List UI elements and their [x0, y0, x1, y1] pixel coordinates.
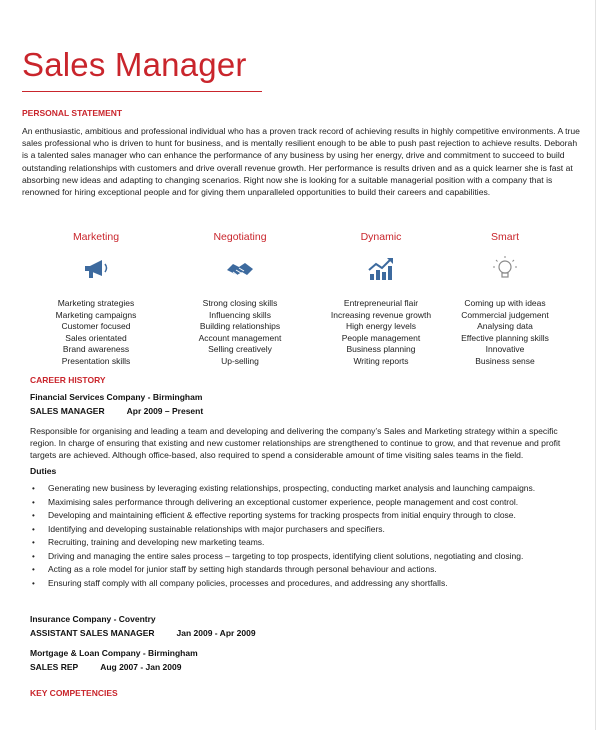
duty-item — [30, 577, 570, 591]
duty-text: Recruiting, training and developing new marketing teams. — [48, 537, 265, 547]
duty-item — [30, 563, 570, 577]
skill-item: Marketing campaigns — [55, 309, 137, 320]
skill-item: Analysing data — [477, 321, 533, 332]
job-company: Mortgage & Loan Company - Birmingham — [30, 648, 198, 658]
title-divider — [22, 91, 262, 92]
duty-item — [30, 509, 570, 523]
lightbulb-icon — [490, 254, 520, 284]
skill-item: Building relationships — [199, 321, 281, 332]
bullet-icon: • — [32, 578, 35, 588]
bullet-icon: • — [32, 511, 35, 520]
skill-item: Influencing skills — [209, 309, 271, 320]
job-role: SALES REP — [30, 662, 79, 672]
skill-item: Customer focused — [61, 321, 131, 332]
duty-text: Ensuring staff comply with all company policies, processes and procedures, and addressing any shortfalls. — [48, 577, 448, 588]
bullet-icon: • — [32, 538, 35, 547]
duty-text: Identifying and developing sustainable relationships with major purchasers and specifiers. — [48, 523, 385, 534]
skill-item: High energy levels — [346, 321, 416, 332]
megaphone-icon — [81, 254, 111, 284]
duty-item — [30, 536, 570, 550]
job-company: Financial Services Company - Birmingham — [30, 392, 203, 402]
page-edge — [595, 0, 596, 730]
skill-item: People management — [341, 332, 421, 343]
skill-column-smart — [435, 230, 575, 368]
bullet-icon: • — [32, 524, 35, 534]
duties-heading: Duties — [30, 466, 57, 476]
skill-list — [26, 298, 166, 368]
skill-title: Negotiating — [213, 231, 267, 243]
skill-item: Writing reports — [353, 355, 409, 366]
job-dates: Apr 2009 – Present — [126, 406, 204, 416]
job-role-line — [30, 662, 181, 672]
skill-item: Marketing strategies — [57, 298, 135, 308]
skill-column-marketing — [26, 230, 166, 368]
duty-item — [30, 496, 570, 510]
skill-item: Sales orientated — [65, 332, 127, 343]
skill-title: Marketing — [72, 231, 120, 243]
bullet-icon: • — [32, 497, 35, 507]
personal-statement-heading: PERSONAL STATEMENT — [22, 108, 123, 118]
skill-item: Presentation skills — [61, 355, 131, 366]
key-competencies-heading: KEY COMPETENCIES — [30, 688, 118, 698]
bullet-icon: • — [32, 484, 35, 493]
skill-list — [435, 298, 575, 368]
job-role: SALES MANAGER — [30, 406, 105, 416]
skill-item: Increasing revenue growth — [330, 309, 432, 320]
bullet-icon: • — [32, 565, 35, 574]
skill-item: Business planning — [346, 344, 416, 355]
career-history-heading: CAREER HISTORY — [30, 375, 106, 385]
job-company: Insurance Company - Coventry — [30, 614, 156, 624]
duty-text: Acting as a role model for junior staff by setting high standards through personal behaviour and actions. — [48, 564, 437, 574]
skill-title: Dynamic — [360, 231, 402, 243]
skill-item: Brand awareness — [62, 344, 130, 355]
personal-statement-text: An enthusiastic, ambitious and professional individual who has a proven track record of achieving results in highly competitive environments. A true sales professional who is driven to hunt for business, and is mentally resilient enough to be able to push past rejection to achieve results. Deborah is a talented sales manager who can enhance the performance of any business by using her energy, drive and commitment to succeed to build outstanding relationships with customers and drive overall revenue growth. Her performance is results driven and as a quick learner she is fast at absorbing new ideas and adapting to changing scenarios. Right now she is looking for a suitable managerial position with a company that is renowned for hiring exceptional people and for giving them unparalleled opportunities to build their careers and capabilities. — [22, 126, 580, 198]
skill-item: Up-selling — [221, 355, 259, 366]
skill-item: Innovative — [485, 344, 525, 355]
skill-item: Selling creatively — [208, 344, 272, 355]
job-dates: Aug 2007 - Jan 2009 — [100, 662, 182, 672]
skill-item: Account management — [198, 332, 282, 343]
skills-section — [22, 230, 578, 370]
duties-list — [30, 482, 570, 590]
growth-chart-icon — [366, 254, 396, 284]
skill-column-negotiating — [170, 230, 310, 368]
skill-item: Strong closing skills — [202, 298, 278, 308]
page-title: Sales Manager — [22, 46, 247, 83]
job-role-line — [30, 406, 203, 416]
skill-title: Smart — [490, 231, 519, 243]
skill-item: Entrepreneurial flair — [343, 298, 419, 308]
skill-list — [170, 298, 310, 368]
skill-item: Coming up with ideas — [464, 298, 546, 308]
handshake-icon — [225, 254, 255, 284]
job-role: ASSISTANT SALES MANAGER — [30, 628, 155, 638]
duty-text: Driving and managing the entire sales process – targeting to top prospects, identifying client solutions, negotiating and closing. — [48, 550, 524, 561]
duty-item — [30, 550, 570, 564]
duty-item — [30, 482, 570, 496]
skill-item: Commercial judgement — [461, 309, 549, 320]
duty-text: Maximising sales performance through delivering an exceptional customer experience, people management and cost control. — [48, 496, 519, 507]
job-description: Responsible for organising and leading a team and developing and delivering the company’s Sales and Marketing strategy within a specific region. In charge of ensuring that existing and new customer relationships are strengthened to continue to grow, and that revenue and profit targets are achieved. Although office-based, also required to spend a considerable amount of time visiting sales teams in the field. — [30, 426, 561, 461]
skill-list — [311, 298, 451, 368]
duty-item — [30, 523, 570, 537]
skill-column-dynamic — [311, 230, 451, 368]
job-role-line — [30, 628, 256, 638]
bullet-icon: • — [32, 551, 35, 561]
duty-text: Generating new business by leveraging existing relationships, prospecting, conducting market analysis and launching campaigns. — [48, 483, 536, 493]
duty-text: Developing and maintaining efficient & effective reporting systems for tracking prospects from initial enquiry through to close. — [48, 510, 516, 520]
skill-item: Effective planning skills — [461, 332, 549, 343]
job-dates: Jan 2009 - Apr 2009 — [176, 628, 256, 638]
skill-item: Business sense — [475, 355, 535, 366]
